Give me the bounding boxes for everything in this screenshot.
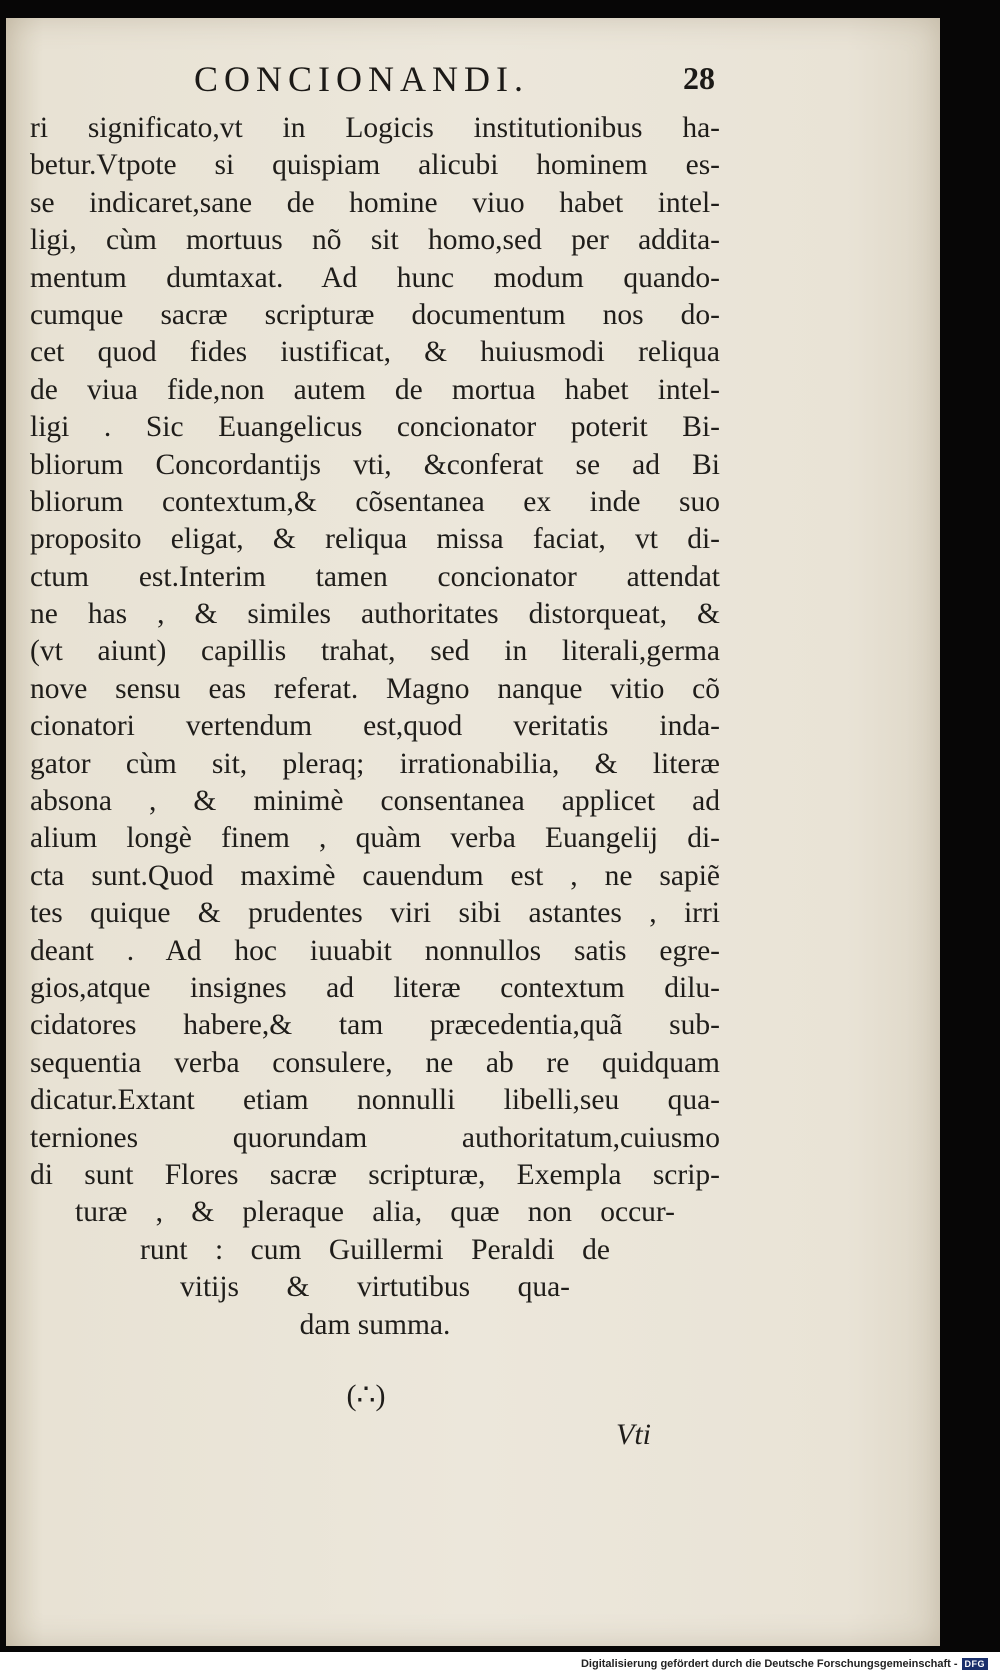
- running-head: CONCIONANDI.: [194, 59, 529, 99]
- text-line: bliorum contextum,& cõsentanea ex inde suo: [30, 485, 720, 518]
- text-line: ne has , & similes authoritates distorqueat, &: [30, 598, 720, 631]
- closing-line: dam summa.: [299, 1308, 451, 1341]
- closing-lines: [30, 1194, 720, 1344]
- credit-text: Digitalisierung gefördert durch die Deutsche Forschungsgemeinschaft -: [580, 1658, 958, 1670]
- text-line: cet quod fides iustificat, & huiusmodi reliqua: [30, 336, 720, 369]
- text-line: di sunt Flores sacræ scripturæ, Exempla scrip-: [30, 1158, 720, 1191]
- text-line: mentum dumtaxat. Ad hunc modum quando-: [30, 261, 720, 294]
- text-line: ligi, cùm mortuus nõ sit homo,sed per addita-: [30, 224, 720, 257]
- digitization-credit: [581, 1658, 988, 1670]
- closing-line: runt : cum Guillermi Peraldi de: [140, 1233, 610, 1266]
- text-line: ri significato,vt in Logicis institutionibus ha-: [30, 112, 720, 144]
- body-lines: [30, 110, 720, 1194]
- text-line: absona , & minimè consentanea applicet ad: [30, 785, 720, 818]
- text-line: terniones quorundam authoritatum,cuiusmo: [30, 1121, 720, 1154]
- page-header: [6, 58, 940, 108]
- text-line: cumque sacræ scripturæ documentum nos do-: [30, 298, 720, 331]
- book-page: [6, 18, 940, 1646]
- catchword: Vti: [616, 1418, 651, 1451]
- ornament: (∴): [346, 1379, 386, 1412]
- body-text: [30, 110, 720, 1344]
- page-number: 28: [683, 60, 715, 96]
- text-line: se indicaret,sane de homine viuo habet intel-: [30, 186, 720, 219]
- text-line: nove sensu eas referat. Magno nanque vitio cõ: [30, 672, 720, 705]
- text-line: gator cùm sit, pleraq; irrationabilia, & literæ: [30, 747, 720, 780]
- text-line: de viua fide,non autem de mortua habet intel-: [30, 373, 720, 406]
- dfg-logo: DFG: [962, 1658, 989, 1670]
- text-line: tes quique & prudentes viri sibi astantes , irri: [30, 897, 720, 930]
- text-line: betur.Vtpote si quispiam alicubi hominem es-: [30, 149, 720, 182]
- text-line: alium longè finem , quàm verba Euangelij di-: [30, 822, 720, 855]
- text-line: (vt aiunt) capillis trahat, sed in literali,germa: [30, 635, 720, 668]
- text-line: cidatores habere,& tam præcedentia,quã sub-: [30, 1009, 720, 1042]
- text-line: sequentia verba consulere, ne ab re quidquam: [30, 1046, 720, 1079]
- text-line: ligi . Sic Euangelicus concionator poterit Bi-: [30, 411, 720, 444]
- text-line: gios,atque insignes ad literæ contextum dilu-: [30, 971, 720, 1004]
- text-line: dicatur.Extant etiam nonnulli libelli,seu qua-: [30, 1084, 720, 1117]
- text-line: deant . Ad hoc iuuabit nonnullos satis egre-: [30, 934, 720, 967]
- closing-line: vitijs & virtutibus qua-: [180, 1271, 570, 1304]
- text-line: bliorum Concordantijs vti, &conferat se ad Bi: [30, 448, 720, 481]
- text-line: cta sunt.Quod maximè cauendum est , ne sapiẽ: [30, 859, 720, 892]
- text-line: ctum est.Interim tamen concionator attendat: [30, 560, 720, 593]
- closing-line: turæ , & pleraque alia, quæ non occur-: [75, 1196, 675, 1229]
- text-line: proposito eligat, & reliqua missa faciat, vt di-: [30, 523, 720, 556]
- text-line: cionatori vertendum est,quod veritatis inda-: [30, 710, 720, 743]
